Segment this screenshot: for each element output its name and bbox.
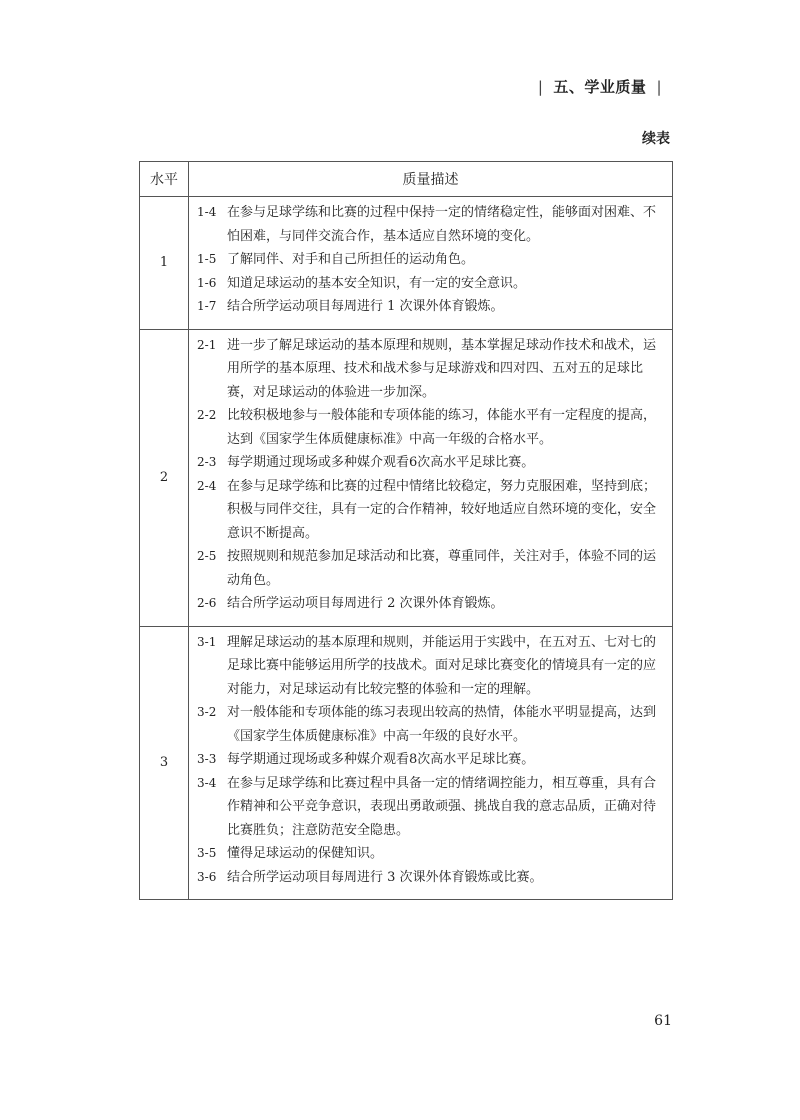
level-cell: 1 [140, 197, 189, 330]
table-row [140, 329, 673, 626]
item-number: 1-7 [197, 299, 217, 313]
item-text: 了解同伴、对手和自己所担任的运动角色。 [227, 252, 475, 267]
item-number: 1-4 [197, 205, 217, 219]
description-item [197, 631, 667, 702]
description-item [197, 545, 667, 592]
item-text: 理解足球运动的基本原理和规则，并能运用于实践中，在五对五、七对七的足球比赛中能够运用所学的技战术。面对足球比赛变化的情境具有一定的应对能力，对足球运动有比较完整的体验和一定的理解。 [227, 634, 657, 697]
description-item [197, 248, 667, 272]
description-item [197, 272, 667, 296]
item-text: 结合所学运动项目每周进行 1 次课外体育锻炼。 [227, 299, 504, 314]
description-cell [189, 626, 673, 900]
description-cell [189, 197, 673, 330]
description-item [197, 475, 667, 546]
item-number: 3-6 [197, 869, 217, 884]
header-bar-left: | [537, 78, 544, 96]
header-title: 五、学业质量 [553, 78, 647, 96]
item-text: 按照规则和规范参加足球活动和比赛，尊重同伴，关注对手，体验不同的运动角色。 [227, 549, 657, 588]
continued-label: 续表 [642, 131, 670, 147]
description-item [197, 842, 667, 866]
table-row [140, 626, 673, 900]
item-text: 比较积极地参与一般体能和专项体能的练习，体能水平有一定程度的提高，达到《国家学生体质健康标准》中高一年级的合格水平。 [227, 408, 657, 447]
item-text: 对一般体能和专项体能的练习表现出较高的热情，体能水平明显提高，达到《国家学生体质健康标准》中高一年级的良好水平。 [227, 705, 657, 744]
table-row [140, 197, 673, 330]
item-text: 进一步了解足球运动的基本原理和规则，基本掌握足球动作技术和战术，运用所学的基本原理、技术和战术参与足球游戏和四对四、五对五的足球比赛，对足球运动的体验进一步加深。 [227, 337, 657, 400]
item-number: 2-1 [197, 337, 217, 352]
header-bar-right: | [656, 78, 662, 96]
item-number: 3-4 [197, 775, 217, 790]
item-number: 2-5 [197, 549, 217, 563]
description-cell [189, 329, 673, 626]
item-text: 在参与足球学练和比赛的过程中保持一定的情绪稳定性，能够面对困难、不怕困难，与同伴交流合作，基本适应自然环境的变化。 [227, 205, 657, 244]
item-number: 1-6 [197, 275, 217, 290]
quality-table [139, 161, 673, 900]
item-text: 在参与足球学练和比赛的过程中情绪比较稳定，努力克服困难，坚持到底；积极与同伴交往，具有一定的合作精神，较好地适应自然环境的变化，安全意识不断提高。 [227, 478, 657, 541]
description-item [197, 866, 667, 890]
item-number: 3-5 [197, 846, 217, 860]
item-number: 1-5 [197, 252, 217, 266]
description-item [197, 404, 667, 451]
item-text: 结合所学运动项目每周进行 2 次课外体育锻炼。 [227, 596, 504, 611]
description-item [197, 772, 667, 843]
item-text: 知道足球运动的基本安全知识，有一定的安全意识。 [227, 275, 527, 291]
description-item [197, 334, 667, 405]
description-item [197, 748, 667, 772]
item-number: 3-2 [197, 705, 217, 719]
item-text: 在参与足球学练和比赛过程中具备一定的情绪调控能力，相互尊重，具有合作精神和公平竞争意识，表现出勇敢顽强、挑战自我的意志品质，正确对待比赛胜负；注意防范安全隐患。 [227, 775, 657, 838]
column-header-description: 质量描述 [189, 162, 673, 197]
item-text: 结合所学运动项目每周进行 3 次课外体育锻炼或比赛。 [227, 869, 543, 885]
description-item [197, 201, 667, 248]
item-number: 2-6 [197, 596, 217, 610]
description-item [197, 701, 667, 748]
item-number: 3-1 [197, 634, 217, 649]
column-header-level: 水平 [140, 162, 189, 197]
level-cell: 3 [140, 626, 189, 900]
item-text: 懂得足球运动的保健知识。 [227, 846, 384, 861]
item-text: 每学期通过现场或多种媒介观看8次高水平足球比赛。 [227, 752, 535, 767]
item-text: 每学期通过现场或多种媒介观看6次高水平足球比赛。 [227, 455, 535, 470]
item-number: 2-4 [197, 478, 217, 493]
item-number: 2-2 [197, 408, 217, 422]
item-number: 3-3 [197, 752, 217, 766]
item-number: 2-3 [197, 455, 217, 469]
description-item [197, 295, 667, 319]
description-item [197, 451, 667, 475]
level-cell: 2 [140, 329, 189, 626]
table-header-row [140, 162, 673, 197]
page-number: 61 [654, 1013, 672, 1029]
description-item [197, 592, 667, 616]
running-header [528, 76, 672, 97]
